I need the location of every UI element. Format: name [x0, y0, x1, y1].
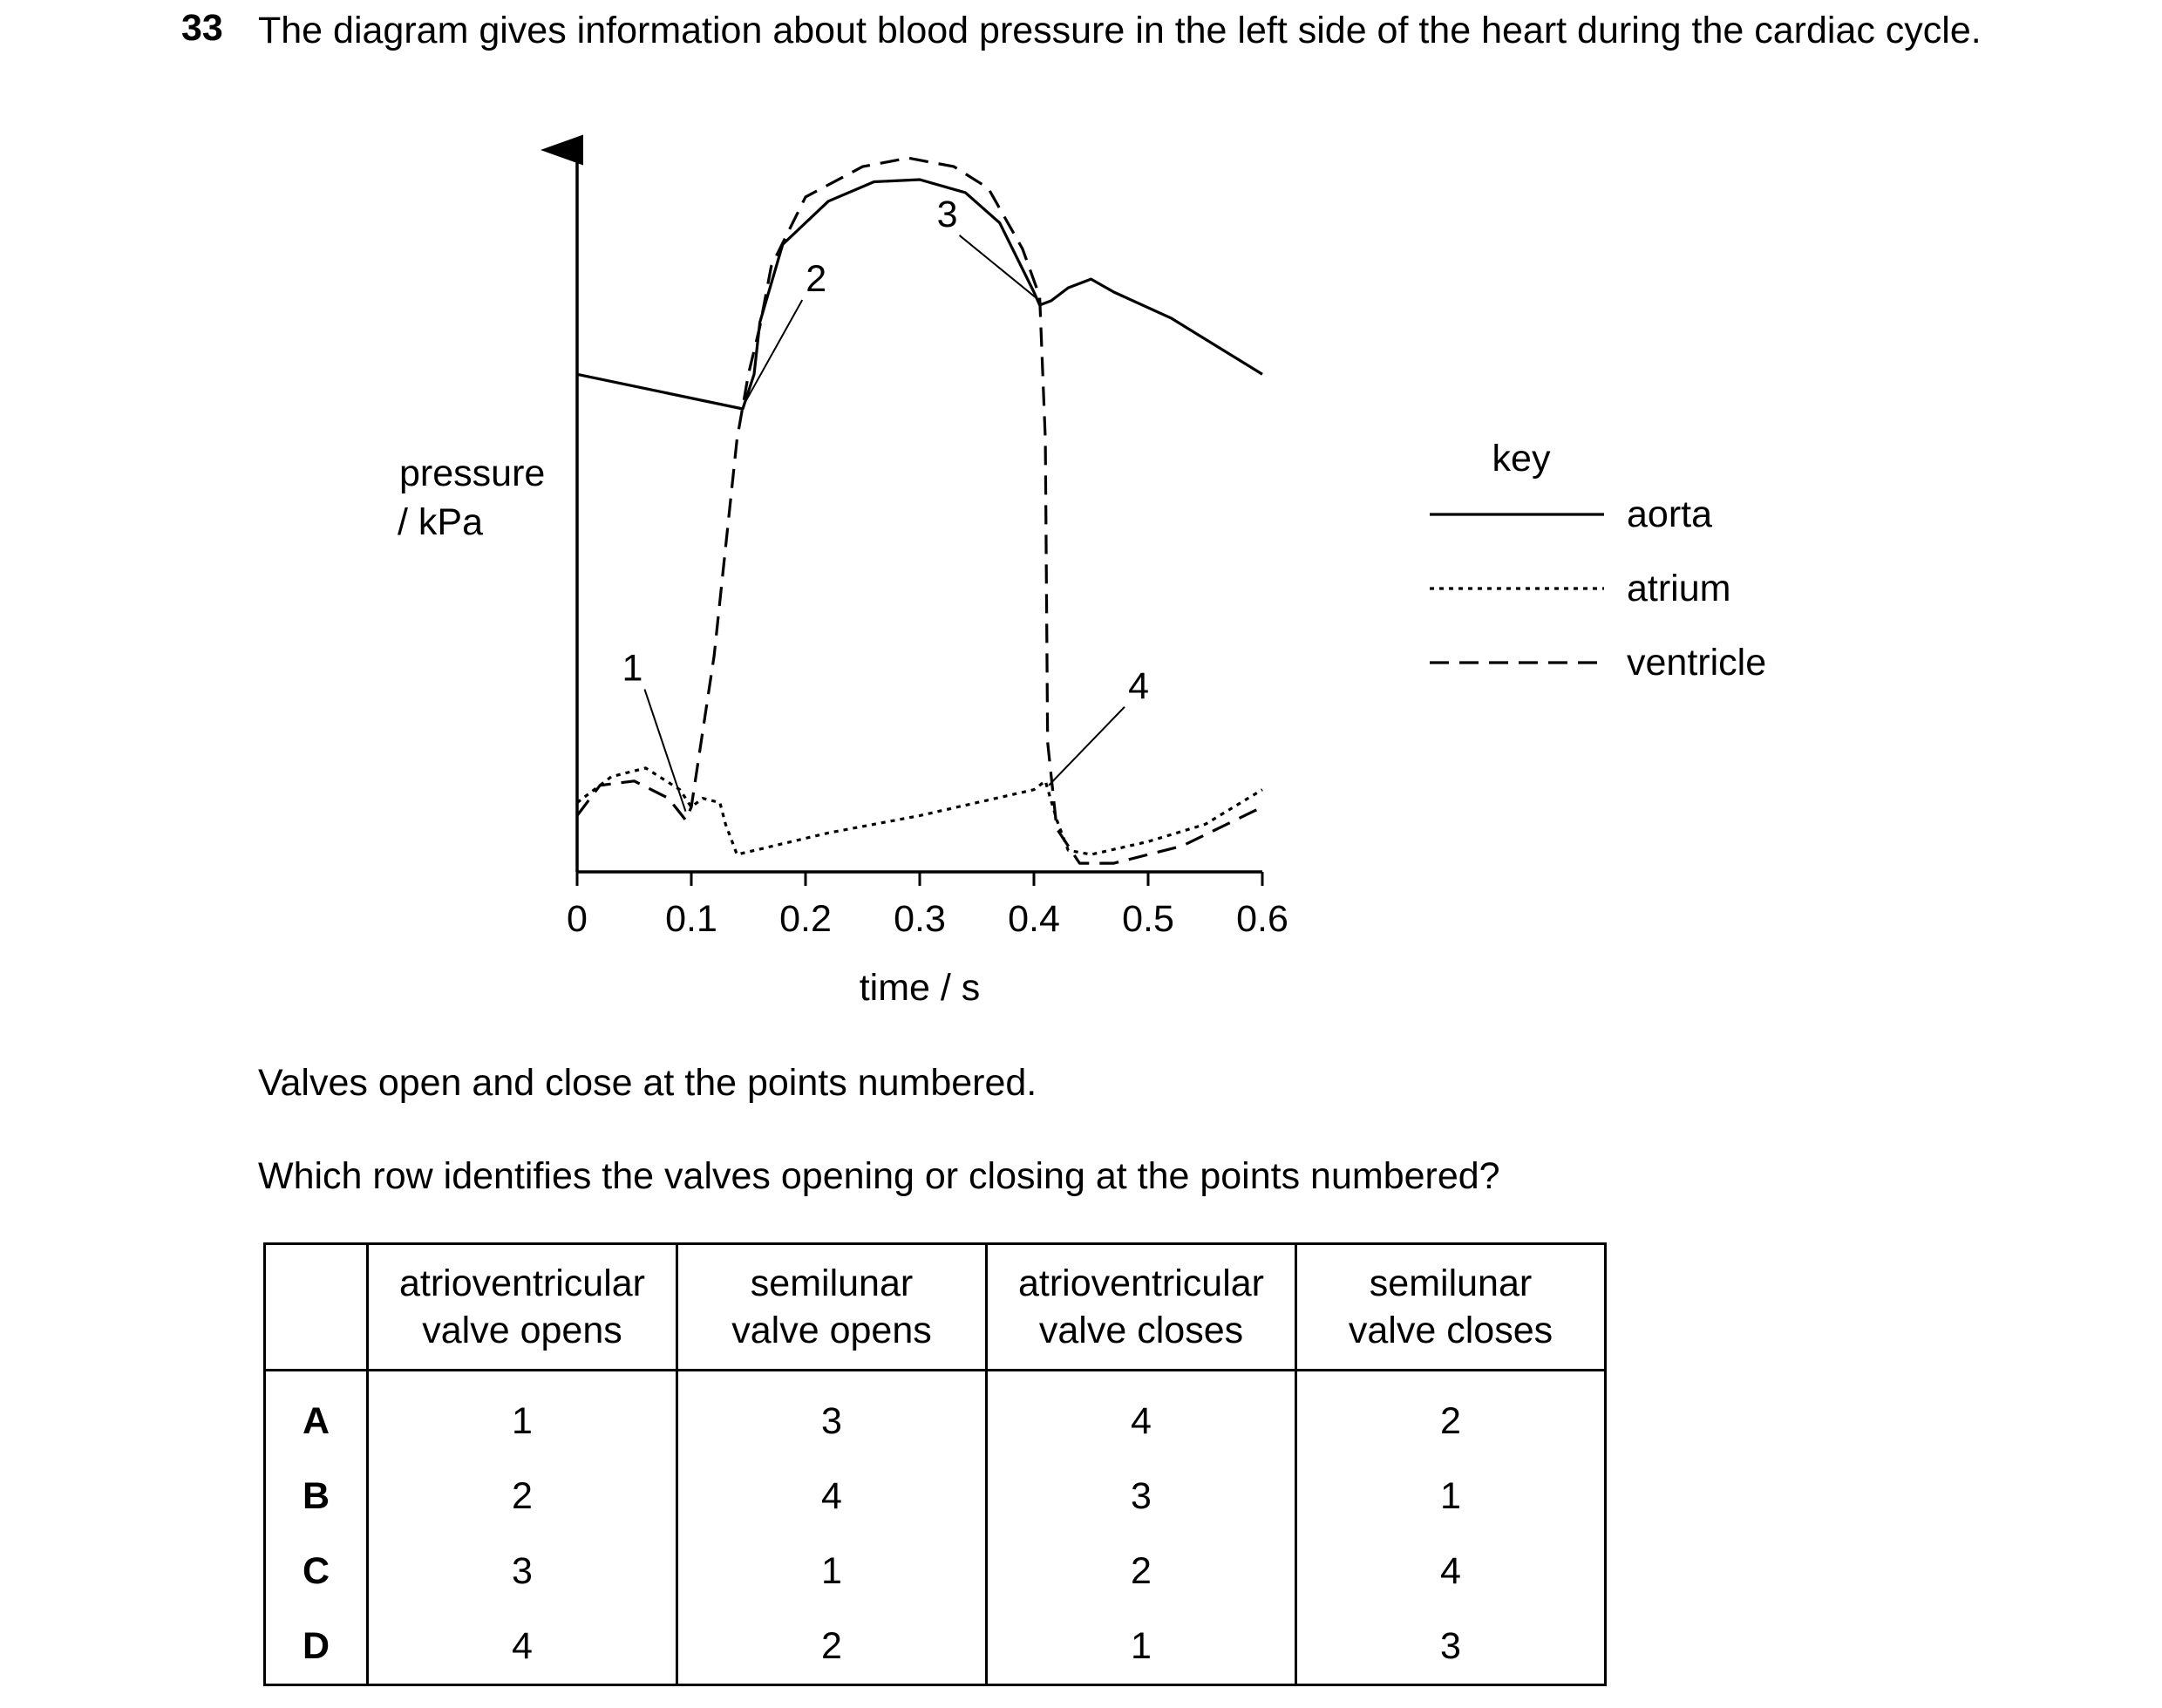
x-tick-label: 0.3 [894, 898, 946, 940]
table-row[interactable] [265, 1371, 1606, 1460]
series-line-aorta [577, 180, 1262, 409]
table-cell: 1 [1296, 1459, 1606, 1534]
question-text: The diagram gives information about blood pressure in the left side of the heart during the cardiac cycle. [258, 10, 1982, 51]
annotation-label-2: 2 [806, 258, 827, 301]
table-cell: 3 [987, 1459, 1296, 1534]
table-cell: 3 [368, 1534, 677, 1609]
answer-table [263, 1242, 1607, 1686]
header-cell: semilunar valve closes [1296, 1244, 1606, 1371]
x-tick-label: 0 [567, 898, 588, 940]
row-label: A [265, 1371, 368, 1460]
row-label: D [265, 1609, 368, 1685]
row-label: B [265, 1459, 368, 1534]
y-axis-label-line1: pressure [399, 453, 546, 494]
table-cell: 4 [1296, 1534, 1606, 1609]
legend-label-aorta: aorta [1627, 493, 1713, 535]
question-number: 33 [181, 7, 223, 49]
table-cell: 2 [1296, 1371, 1606, 1460]
row-label: C [265, 1534, 368, 1609]
annotation-leader-line [960, 235, 1040, 301]
table-cell: 2 [368, 1459, 677, 1534]
table-row[interactable] [265, 1459, 1606, 1534]
table-cell: 1 [987, 1609, 1296, 1685]
table-cell: 3 [677, 1371, 987, 1460]
table-cell: 2 [677, 1609, 987, 1685]
table-cell: 4 [987, 1371, 1296, 1460]
annotation-label-4: 4 [1128, 664, 1149, 707]
table-row[interactable] [265, 1534, 1606, 1609]
annotation-label-1: 1 [622, 647, 643, 690]
x-tick-label: 0.2 [779, 898, 832, 940]
header-cell: atrioventricular valve opens [368, 1244, 677, 1371]
statement-text: Valves open and close at the points numbered. [258, 1062, 1037, 1104]
annotation-label-3: 3 [936, 193, 958, 235]
x-tick-label: 0.6 [1236, 898, 1288, 940]
legend-label-ventricle: ventricle [1627, 642, 1767, 684]
header-cell: semilunar valve opens [677, 1244, 987, 1371]
x-tick-label: 0.5 [1122, 898, 1174, 940]
table-cell: 1 [677, 1534, 987, 1609]
y-axis-label-line2: / kPa [398, 501, 483, 543]
prompt-text: Which row identifies the valves opening or closing at the points numbered? [258, 1155, 1500, 1197]
x-axis-label: time / s [859, 967, 981, 1009]
table-cell: 1 [368, 1371, 677, 1460]
legend-label-atrium: atrium [1627, 568, 1731, 609]
annotation-leader-line [644, 690, 685, 812]
table-cell: 2 [987, 1534, 1296, 1609]
legend-title: key [1492, 438, 1551, 480]
annotation-leader-line [1049, 707, 1125, 786]
table-row[interactable] [265, 1609, 1606, 1685]
series-line-ventricle [577, 158, 1262, 863]
header-blank-cell [265, 1244, 368, 1371]
x-tick-label: 0.4 [1008, 898, 1060, 940]
table-cell: 3 [1296, 1609, 1606, 1685]
table-header-row [265, 1244, 1606, 1371]
header-cell: atrioventricular valve closes [987, 1244, 1296, 1371]
x-tick-label: 0.1 [665, 898, 717, 940]
table-cell: 4 [677, 1459, 987, 1534]
table-cell: 4 [368, 1609, 677, 1685]
